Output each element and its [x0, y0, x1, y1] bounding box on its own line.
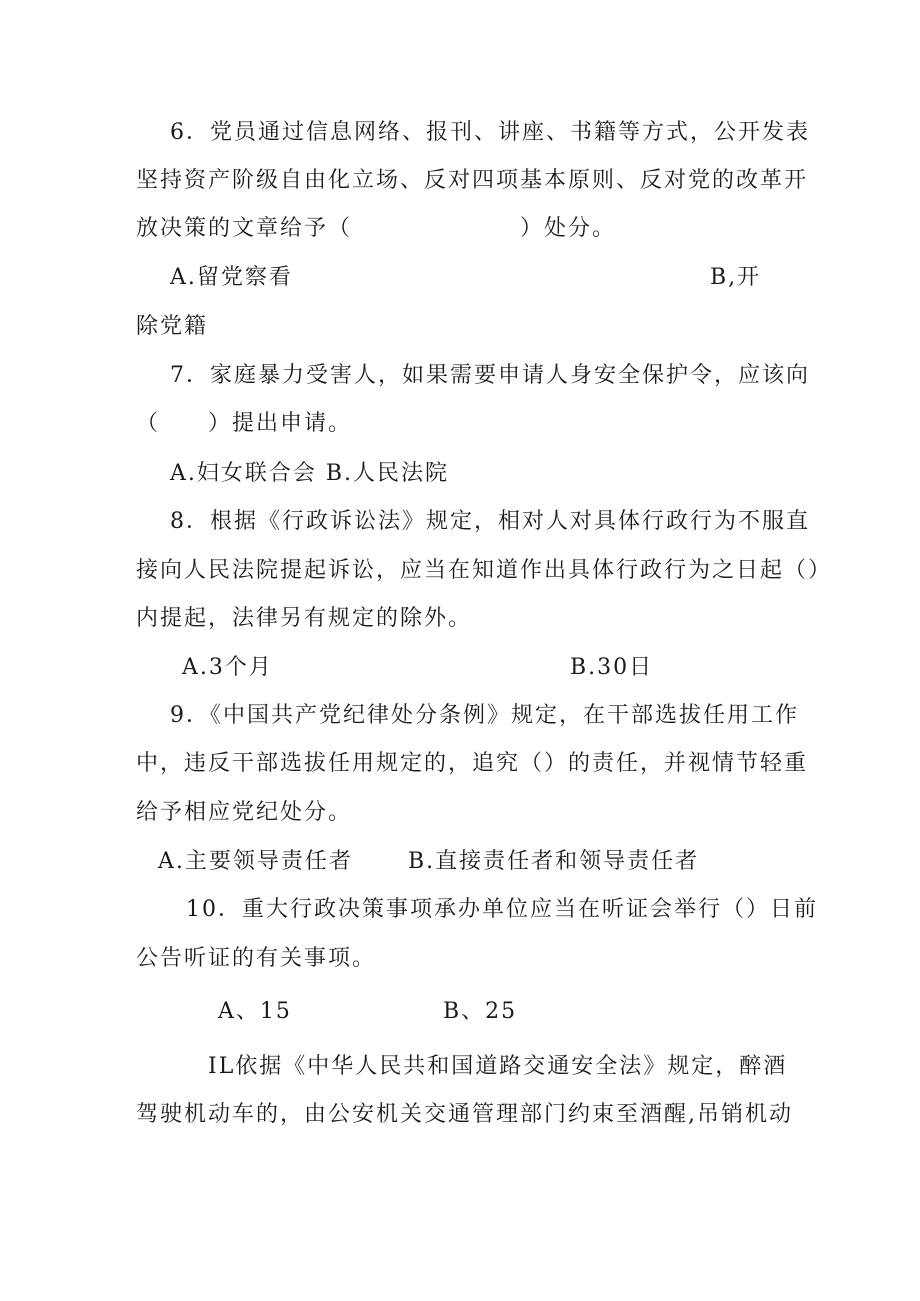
q8-line-1: 8．根据《行政诉讼法》规定，相对人对具体行政行为不服直 [170, 509, 810, 534]
q10-option-b: B、25 [443, 999, 518, 1024]
q10-option-a: A、15 [218, 999, 292, 1024]
q8-line-3: 内提起，法律另有规定的除外。 [136, 606, 473, 631]
q6-option-b: B,开 [710, 265, 762, 290]
q8-option-b: B.30日 [570, 655, 654, 680]
q10-line-2: 公告听证的有关事项。 [136, 946, 377, 971]
q7-options: A.妇女联合会 B.人民法院 [170, 461, 450, 486]
q9-line-2: 中，违反干部选拔任用规定的，追究（）的责任，并视情节轻重 [136, 751, 809, 776]
q8-line-2: 接向人民法院提起诉讼，应当在知道作出具体行政行为之日起（） [136, 558, 833, 583]
q9-line-3: 给予相应党纪处分。 [136, 800, 353, 825]
q8-option-a: A.3个月 [182, 655, 273, 680]
q11-line-1: IL依据《中华人民共和国道路交通安全法》规定，醉酒 [208, 1054, 788, 1079]
q6-line-1: 6．党员通过信息网络、报刊、讲座、书籍等方式，公开发表 [170, 120, 810, 145]
q9-option-b: B.直接责任者和领导责任者 [408, 849, 700, 874]
q10-line-1: 10．重大行政决策事项承办单位应当在听证会举行（）日前 [186, 897, 818, 922]
q6-line-3: 放决策的文章给予（ ）处分。 [136, 216, 617, 241]
q7-line-2: （ ）提出申请。 [136, 411, 353, 436]
q9-option-a: A.主要领导责任者 [158, 849, 353, 874]
q11-line-2: 驾驶机动车的，由公安机关交通管理部门约束至酒醒,吊销机动 [136, 1102, 793, 1127]
q6-line-2: 坚持资产阶级自由化立场、反对四项基本原则、反对党的改革开 [136, 168, 809, 193]
q6-option-b-continued: 除党籍 [136, 314, 209, 339]
q7-line-1: 7．家庭暴力受害人，如果需要申请人身安全保护令，应该向 [170, 363, 810, 388]
q6-option-a: A.留党察看 [170, 265, 293, 290]
q9-line-1: 9．《中国共产党纪律处分条例》规定，在干部选拔任用工作 [170, 703, 799, 728]
